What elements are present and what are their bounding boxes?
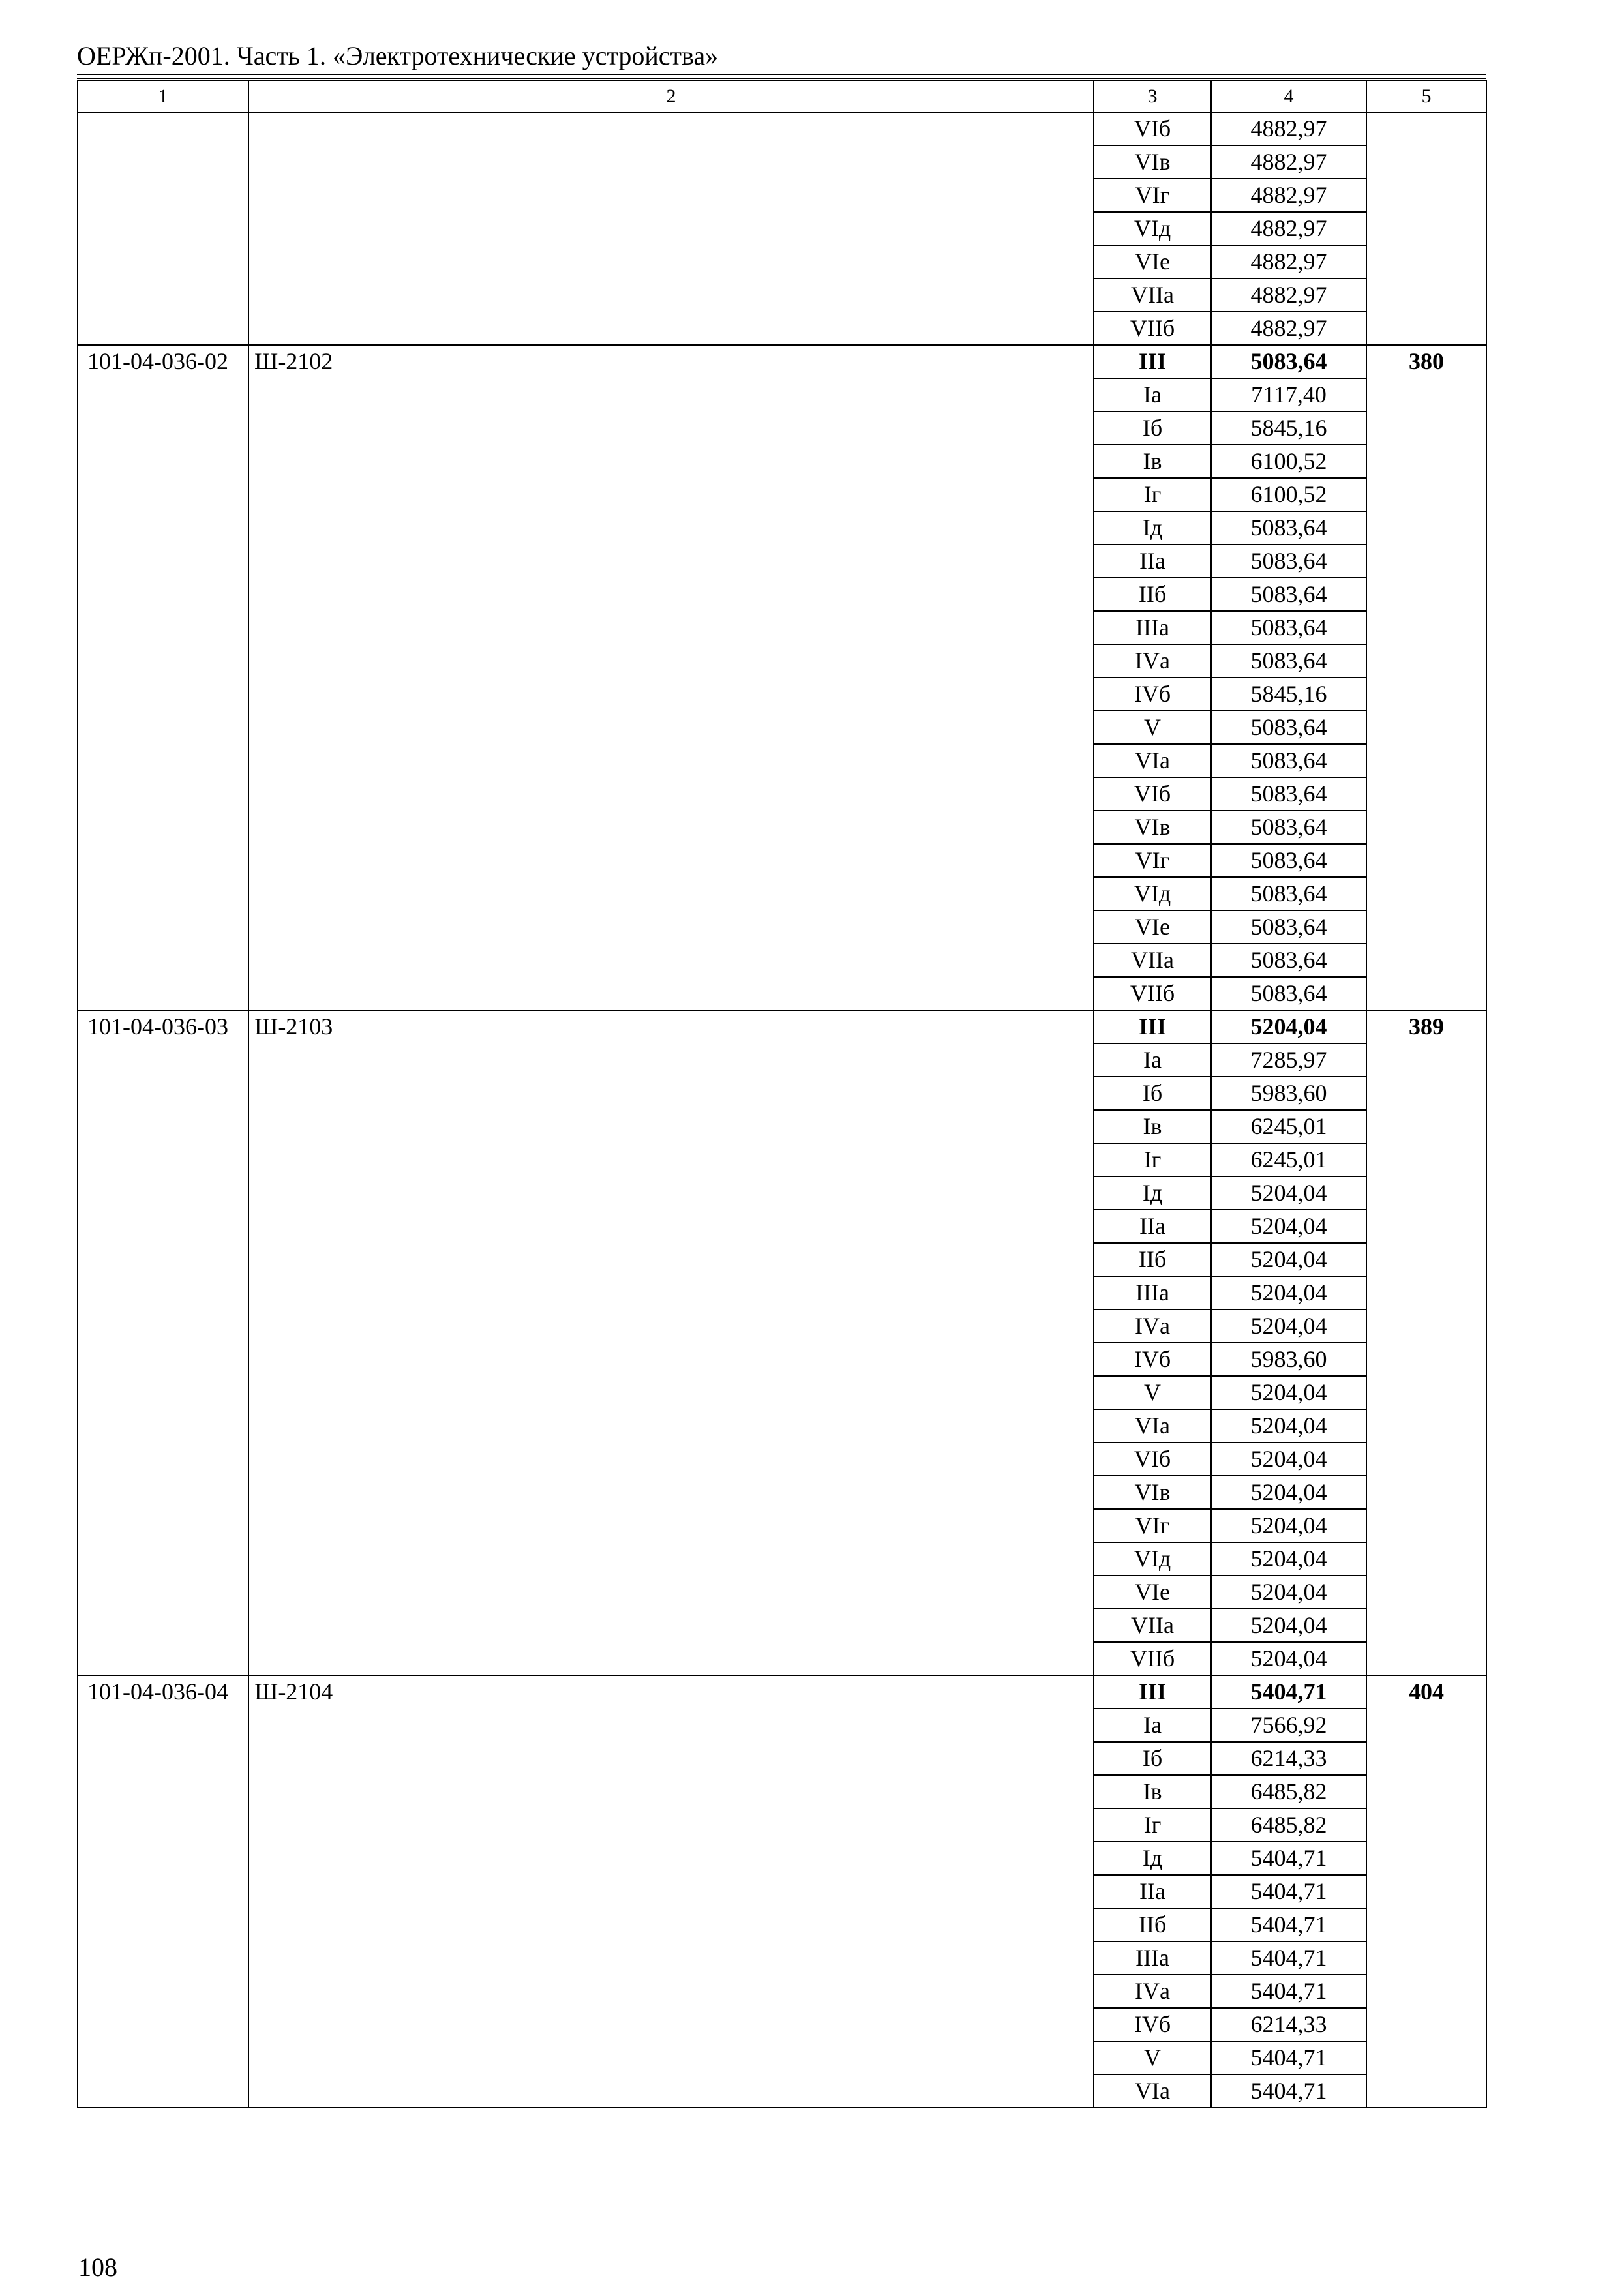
zone-cell: III [1094,1675,1211,1709]
zone-cell: VIа [1094,1409,1211,1443]
zone-cell: Iг [1094,478,1211,511]
value-cell: 5983,60 [1211,1077,1366,1110]
item-name: Ш-2102 [248,345,1094,1010]
value-cell: 5204,04 [1211,1409,1366,1443]
value-cell: 5204,04 [1211,1642,1366,1675]
item-note: 404 [1366,1675,1486,2108]
value-cell: 5204,04 [1211,1376,1366,1409]
value-cell: 4882,97 [1211,312,1366,345]
zone-cell: IIб [1094,1243,1211,1276]
table-row [78,1675,1486,1709]
zone-cell: V [1094,2041,1211,2074]
zone-cell: IVа [1094,644,1211,678]
zone-cell: III [1094,1010,1211,1043]
value-cell: 5083,64 [1211,611,1366,644]
value-cell: 7285,97 [1211,1043,1366,1077]
zone-cell: VIв [1094,145,1211,179]
page-header-title: ОЕРЖп-2001. Часть 1. «Электротехнические устройства» [77,41,719,70]
zone-cell: VIIа [1094,1609,1211,1642]
value-cell: 5083,64 [1211,511,1366,545]
zone-cell: VIIб [1094,977,1211,1010]
zone-cell: Iг [1094,1143,1211,1176]
header-rule [77,74,1486,75]
column-number: 5 [1366,80,1486,112]
zone-cell: IVб [1094,678,1211,711]
zone-cell: VIб [1094,777,1211,811]
value-cell: 5083,64 [1211,345,1366,378]
item-name: Ш-2104 [248,1675,1094,2108]
zone-cell: IIа [1094,1875,1211,1908]
value-cell: 5083,64 [1211,944,1366,977]
value-cell: 5204,04 [1211,1443,1366,1476]
zone-cell: IIб [1094,1908,1211,1941]
value-cell: 5404,71 [1211,2041,1366,2074]
value-cell: 7566,92 [1211,1709,1366,1742]
zone-cell: VIIб [1094,1642,1211,1675]
zone-cell: III [1094,345,1211,378]
value-cell: 5204,04 [1211,1509,1366,1542]
value-cell: 5204,04 [1211,1609,1366,1642]
value-cell: 4882,97 [1211,212,1366,245]
zone-cell: IVа [1094,1309,1211,1343]
zone-cell: IIа [1094,545,1211,578]
value-cell: 6485,82 [1211,1808,1366,1842]
zone-cell: VIв [1094,811,1211,844]
value-cell: 5204,04 [1211,1176,1366,1210]
zone-cell: IVб [1094,1343,1211,1376]
value-cell: 5404,71 [1211,2074,1366,2108]
value-cell: 6245,01 [1211,1143,1366,1176]
value-cell: 6100,52 [1211,478,1366,511]
zone-cell: Iд [1094,511,1211,545]
table-row [78,345,1486,378]
table-row [78,112,1486,145]
zone-cell: VIIа [1094,278,1211,312]
zone-cell: Iв [1094,1775,1211,1808]
zone-cell: VIг [1094,844,1211,877]
item-code: 101-04-036-03 [78,1010,248,1675]
table-row [78,1010,1486,1043]
value-cell: 5845,16 [1211,678,1366,711]
value-cell: 5404,71 [1211,1941,1366,1975]
value-cell: 5083,64 [1211,744,1366,777]
zone-cell: VIе [1094,1576,1211,1609]
value-cell: 5083,64 [1211,877,1366,910]
value-cell: 4882,97 [1211,179,1366,212]
zone-cell: Iв [1094,445,1211,478]
value-cell: 5204,04 [1211,1476,1366,1509]
value-cell: 4882,97 [1211,245,1366,278]
value-cell: 4882,97 [1211,145,1366,179]
zone-cell: VIа [1094,744,1211,777]
zone-cell: VIг [1094,179,1211,212]
value-cell: 5083,64 [1211,977,1366,1010]
zone-cell: Iг [1094,1808,1211,1842]
zone-cell: VIд [1094,877,1211,910]
zone-cell: Iа [1094,1709,1211,1742]
item-name [248,112,1094,345]
zone-cell: VIIб [1094,312,1211,345]
zone-cell: V [1094,711,1211,744]
zone-cell: VIIа [1094,944,1211,977]
value-cell: 5083,64 [1211,644,1366,678]
value-cell: 5083,64 [1211,777,1366,811]
zone-cell: Iд [1094,1176,1211,1210]
value-cell: 5204,04 [1211,1576,1366,1609]
column-number: 3 [1094,80,1211,112]
zone-cell: IVб [1094,2008,1211,2041]
zone-cell: IIIа [1094,1276,1211,1309]
zone-cell: Iа [1094,1043,1211,1077]
value-cell: 5983,60 [1211,1343,1366,1376]
value-cell: 5404,71 [1211,1675,1366,1709]
value-cell: 6214,33 [1211,1742,1366,1775]
item-note [1366,112,1486,345]
value-cell: 5204,04 [1211,1010,1366,1043]
value-cell: 6100,52 [1211,445,1366,478]
item-name: Ш-2103 [248,1010,1094,1675]
value-cell: 5083,64 [1211,545,1366,578]
item-note: 380 [1366,345,1486,1010]
zone-cell: Iб [1094,411,1211,445]
value-cell: 5083,64 [1211,711,1366,744]
zone-cell: VIб [1094,112,1211,145]
zone-cell: Iд [1094,1842,1211,1875]
value-cell: 5404,71 [1211,1908,1366,1941]
zone-cell: VIд [1094,1542,1211,1576]
value-cell: 5404,71 [1211,1975,1366,2008]
value-cell: 5083,64 [1211,844,1366,877]
value-cell: 6245,01 [1211,1110,1366,1143]
zone-cell: Iв [1094,1110,1211,1143]
column-number: 4 [1211,80,1366,112]
zone-cell: VIе [1094,245,1211,278]
table-body [78,112,1486,2108]
value-cell: 5204,04 [1211,1542,1366,1576]
zone-cell: IIб [1094,578,1211,611]
header-rule [77,78,1486,79]
zone-cell: Iб [1094,1742,1211,1775]
item-note: 389 [1366,1010,1486,1675]
value-cell: 4882,97 [1211,112,1366,145]
value-cell: 5404,71 [1211,1842,1366,1875]
column-number: 2 [248,80,1094,112]
zone-cell: VIб [1094,1443,1211,1476]
value-cell: 5204,04 [1211,1243,1366,1276]
zone-cell: Iа [1094,378,1211,411]
value-cell: 5845,16 [1211,411,1366,445]
zone-cell: VIг [1094,1509,1211,1542]
zone-cell: V [1094,1376,1211,1409]
column-number: 1 [78,80,248,112]
value-cell: 4882,97 [1211,278,1366,312]
value-cell: 5083,64 [1211,578,1366,611]
zone-cell: IIIа [1094,611,1211,644]
zone-cell: VIд [1094,212,1211,245]
zone-cell: VIе [1094,910,1211,944]
value-cell: 5083,64 [1211,910,1366,944]
zone-cell: VIа [1094,2074,1211,2108]
zone-cell: IIа [1094,1210,1211,1243]
value-cell: 5204,04 [1211,1309,1366,1343]
value-cell: 5204,04 [1211,1210,1366,1243]
page-number: 108 [78,2252,117,2282]
value-cell: 5083,64 [1211,811,1366,844]
item-code: 101-04-036-02 [78,345,248,1010]
zone-cell: IIIа [1094,1941,1211,1975]
value-cell: 6214,33 [1211,2008,1366,2041]
rates-table [77,80,1487,2108]
zone-cell: VIв [1094,1476,1211,1509]
item-code: 101-04-036-04 [78,1675,248,2108]
value-cell: 5404,71 [1211,1875,1366,1908]
value-cell: 7117,40 [1211,378,1366,411]
zone-cell: IVа [1094,1975,1211,2008]
item-code [78,112,248,345]
value-cell: 6485,82 [1211,1775,1366,1808]
value-cell: 5204,04 [1211,1276,1366,1309]
column-number-row [78,80,1486,112]
zone-cell: Iб [1094,1077,1211,1110]
